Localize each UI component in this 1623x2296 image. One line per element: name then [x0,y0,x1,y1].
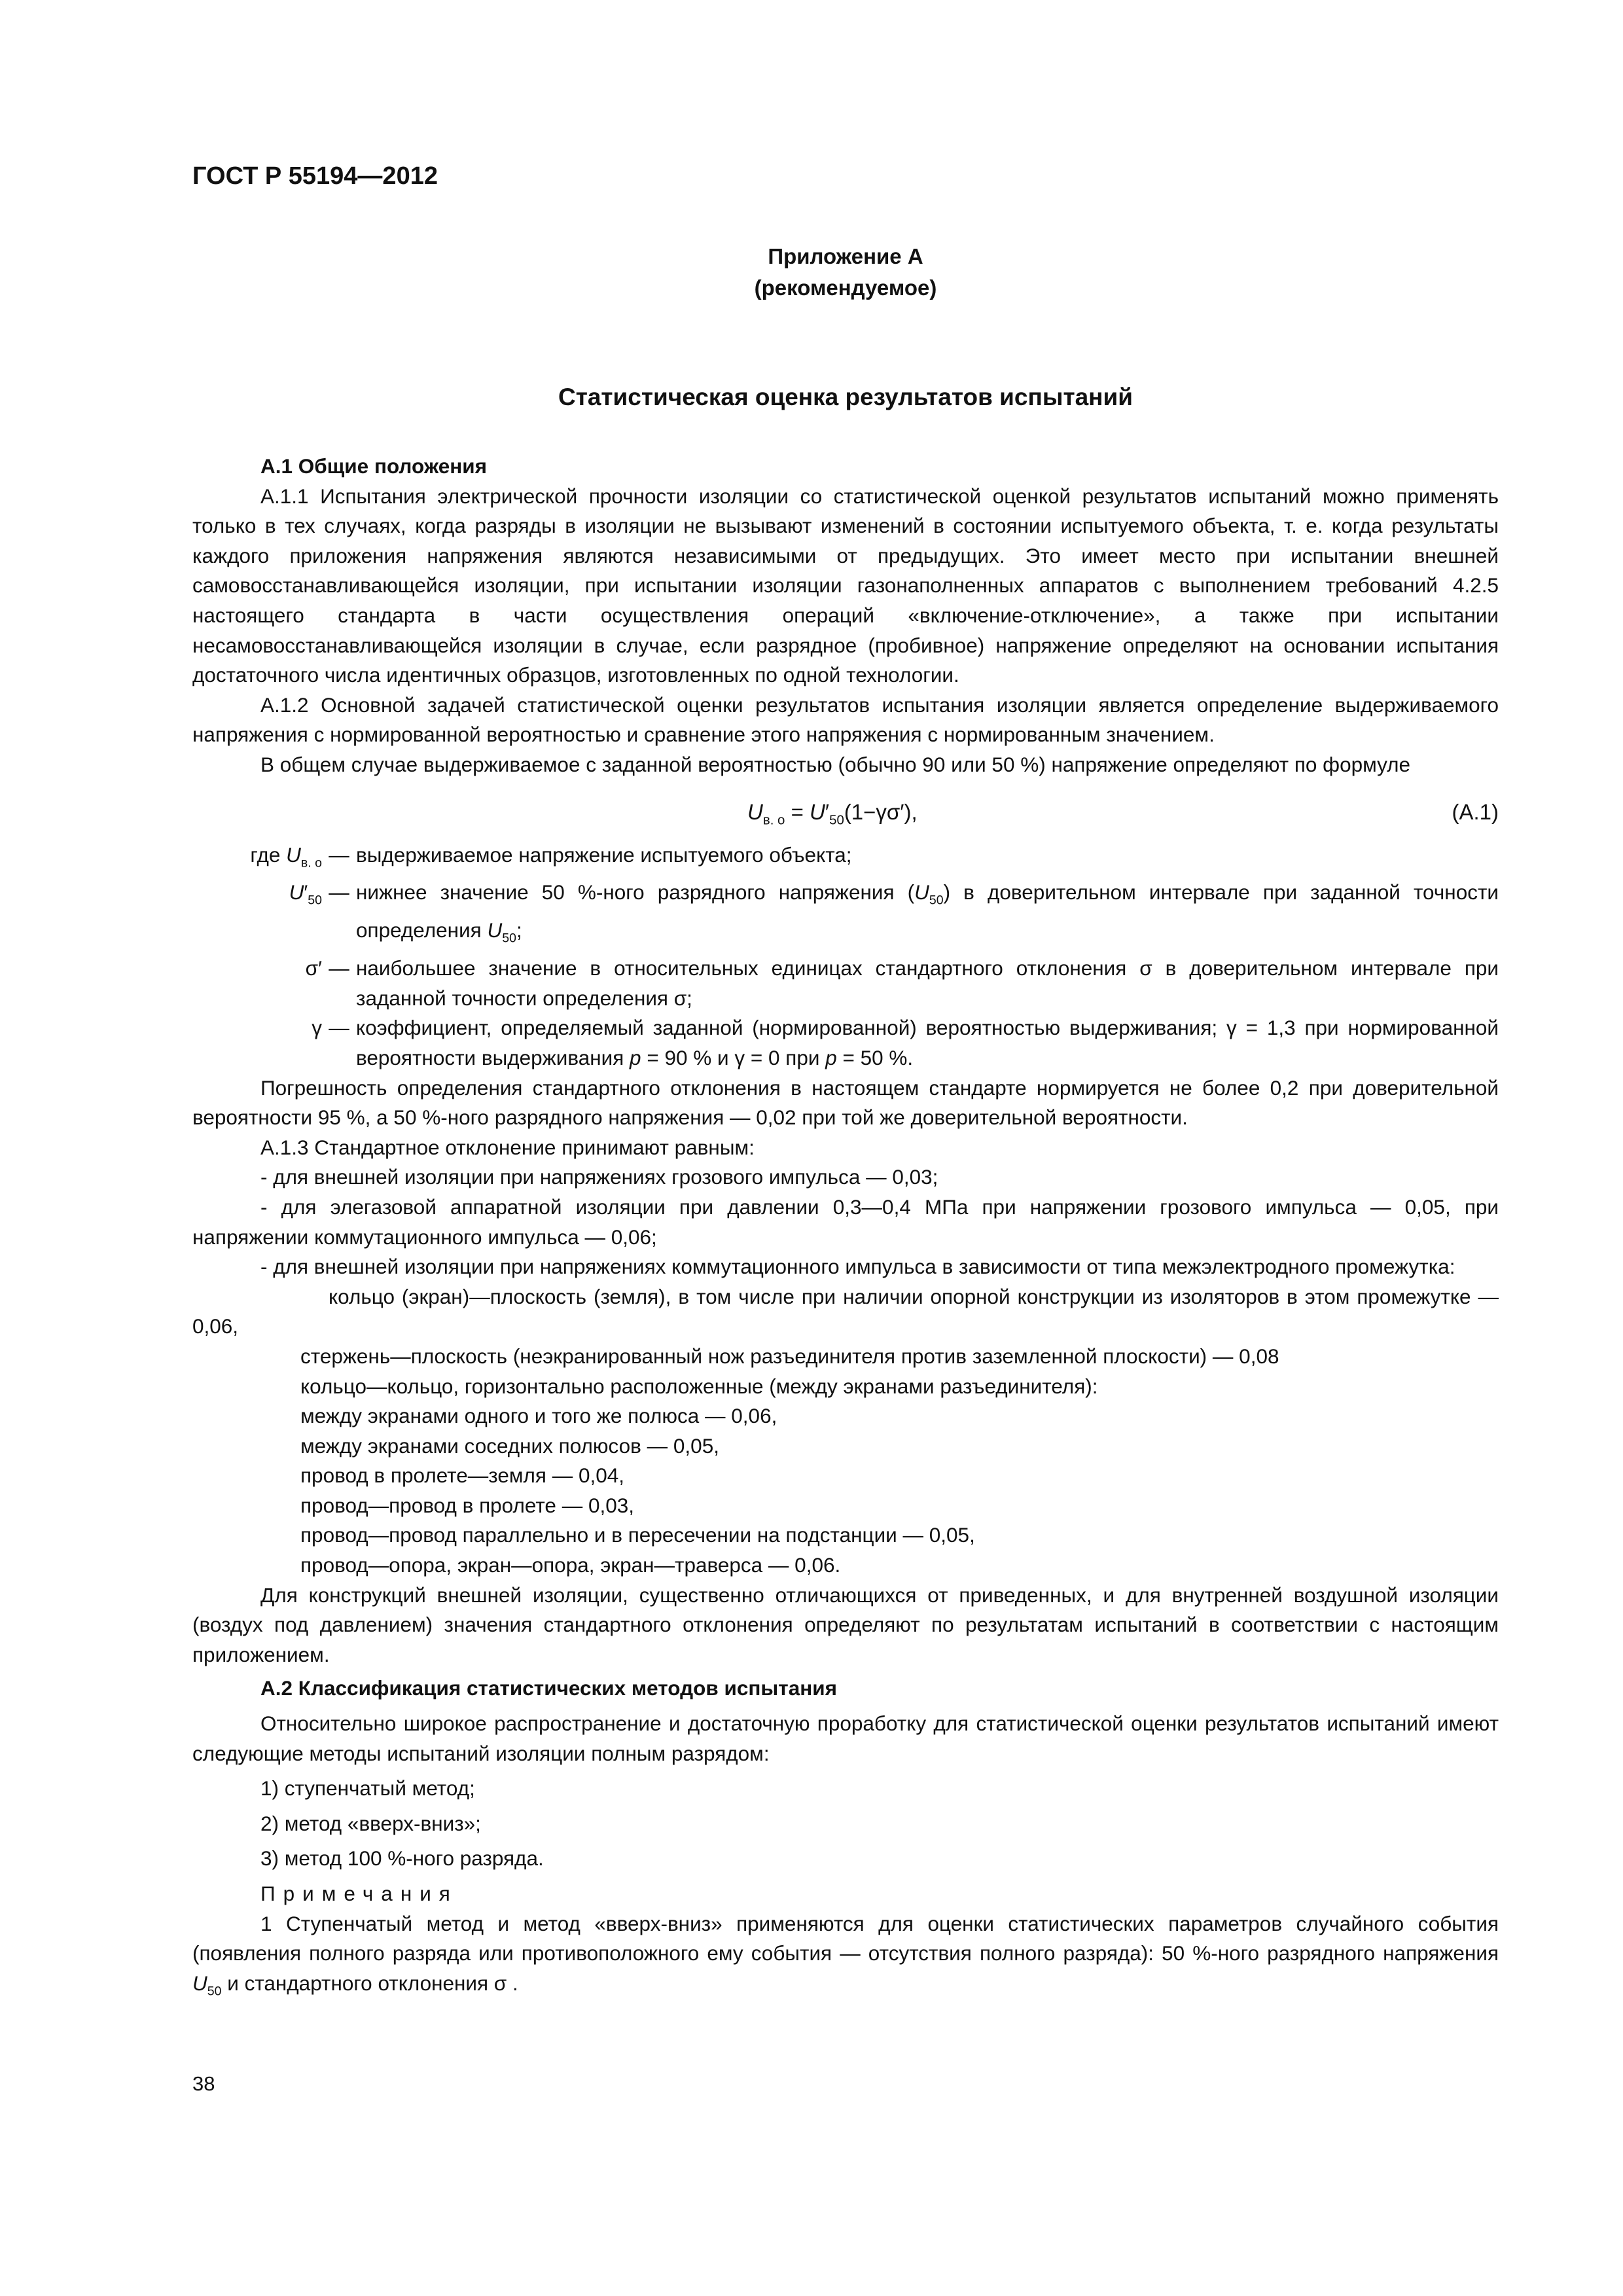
definition-text: выдерживаемое напряжение испытуемого объекта; [356,842,852,867]
sublist-item: между экранами соседних полюсов — 0,05, [300,1433,719,1458]
appendix-title: Приложение А [768,244,923,268]
method-item: 1) ступенчатый метод; [260,1776,475,1801]
sublist-item: стержень—плоскость (неэкранированный нож разъединителя против заземленной плоскости) — 0,08 [300,1344,1279,1368]
paragraph-a1-1: А.1.1 Испытания электрической прочности изоляции со статистической оценкой результатов испытаний можно применять только в тех случаях, когда разряды в изоляции не вызывают изменений в состоянии испытуемого объекта, т. е. когда результаты каждого приложения напряжения являются независимыми от предыдущих. Это имеет место при испытании внешней самовосстанавливающейся изоляции, при испытании изоляции газонаполненных аппаратов с выполнением требований 4.2.5 настоящего стандарта в части осуществления операций «включение-отключение», а также при испытании несамовосстанавливающейся изоляции в случае, если разрядное (пробивное) напряжение определяют на основании испытания достаточного числа идентичных образцов, изготовленных по одной технологии. [192,484,1499,687]
standard-code: ГОСТ Р 55194—2012 [192,162,438,190]
appendix-heading [192,241,1499,304]
formula-number: (А.1) [1452,799,1499,824]
document-body [192,452,1499,2007]
definition-item: σ′ — наибольшее значение в относительных единицах стандартного отклонения σ в доверительном интервале при заданной точности определения σ; [192,954,1499,1013]
definition-item: $U'_{50}$ — нижнее значение 50 %-ного разрядного напряжения $(U_{50})$ в доверительном интервале при заданной точности определения $U_{50}$; [192,878,1499,954]
method-item: 2) метод «вверх-вниз»; [260,1811,481,1835]
definition-item: γ — коэффициент, определяемый заданной (нормированной) вероятностью выдерживания; γ = 1,3 при нормированной вероятности выдерживания p = 90 % и γ = 0 при p = 50 %. [192,1013,1499,1073]
paragraph-other: Для конструкций внешней изоляции, существенно отличающихся от приведенных, и для внутренней воздушной изоляции (воздух под давлением) значения стандартного отклонения определяют по результатам испытаний в соответствии с настоящим приложением. [192,1583,1499,1666]
sublist-item: кольцо—кольцо, горизонтально расположенные (между экранами разъединителя): [300,1374,1098,1398]
paragraph-a2: Относительно широкое распространение и достаточную проработку для статистической оценки результатов испытаний имеют следующие методы испытаний изоляции полным разрядом: [192,1712,1499,1765]
definition-symbol: где $U_{в. о}$ [250,842,322,870]
sublist-item: между экранами одного и того же полюса — 0,06, [300,1404,777,1428]
formula-definitions [192,840,1499,1073]
paragraph-a1-2b: В общем случае выдерживаемое с заданной вероятностью (обычно 90 или 50 %) напряжение определяют по формуле [260,752,1411,776]
definition-symbol: $U'_{50}$ [289,880,322,908]
definition-symbol: σ′ [305,956,322,980]
formula-expression: $U_{в. о} = U'_{50}(1-\gamma\sigma')$, [747,799,918,828]
list-item: - для внешней изоляции при напряжениях коммутационного импульса в зависимости от типа межэлектродного промежутка: [260,1255,1455,1279]
method-item: 3) метод 100 %-ного разряда. [260,1846,544,1871]
sublist-item: провод—провод в пролете — 0,03, [300,1493,635,1517]
sublist-item: провод—провод параллельно и в пересечении на подстанции — 0,05, [300,1523,975,1547]
list-item: - для элегазовой аппаратной изоляции при давлении 0,3—0,4 МПа при напряжении грозового импульса — 0,05, при напряжении коммутационного импульса — 0,06; [192,1194,1499,1249]
formula-a1 [192,780,1499,840]
definition-text: наибольшее значение в относительных единицах стандартного отклонения σ в доверительном интервале при заданной точности определения σ; [356,956,1499,1010]
notes-heading: Примечания [260,1882,458,1906]
sublist-item: кольцо (экран)—плоскость (земля), в том числе при наличии опорной конструкции из изоляторов в этом промежутке — 0,06, [192,1284,1499,1338]
appendix-title-main: Статистическая оценка результатов испытаний [558,384,1133,410]
definition-text: коэффициент, определяемый заданной (нормированной) вероятностью выдерживания; γ = 1,3 при нормированной вероятности выдерживания p = 90 % и γ = 0 при p = 50 %. [356,1016,1499,1069]
appendix-status: (рекомендуемое) [754,276,937,300]
page-number: 38 [192,2072,215,2095]
note-1: 1 Ступенчатый метод и метод «вверх-вниз» применяются для оценки статистических параметров случайного события (появления полного разряда или противоположного ему события — отсутствия полного разряда): 50 %-ного разрядного напряжения $U_{50}$ и стандартного отклонения σ . [192,1911,1499,1999]
sublist-item: провод—опора, экран—опора, экран—траверса — 0,06. [300,1553,841,1577]
section-a1-heading: А.1 Общие положения [260,454,488,478]
sublist-item: провод в пролете—земля — 0,04, [300,1463,625,1488]
section-a2-heading: А.2 Классификация статистических методов испытания [260,1676,838,1700]
definition-text: нижнее значение 50 %-ного разрядного напряжения $(U_{50})$ в доверительном интервале при заданной точности определения $U_{50}$; [356,880,1499,946]
definition-item: где $U_{в. о}$ — выдерживаемое напряжение испытуемого объекта; [192,840,1499,878]
paragraph-a1-3: А.1.3 Стандартное отклонение принимают равным: [260,1135,755,1159]
definition-symbol: γ [312,1016,322,1040]
list-item: - для внешней изоляции при напряжениях грозового импульса — 0,03; [260,1165,938,1189]
paragraph-accuracy: Погрешность определения стандартного отклонения в настоящем стандарте нормируется не более 0,2 при доверительной вероятности 95 %, а 50 %-ного разрядного напряжения — 0,02 при той же доверительной вероятности. [192,1075,1499,1130]
paragraph-a1-2: А.1.2 Основной задачей статистической оценки результатов испытания изоляции является определение выдерживаемого напряжения с нормированной вероятностью и сравнение этого напряжения с нормированным значением. [192,692,1499,747]
